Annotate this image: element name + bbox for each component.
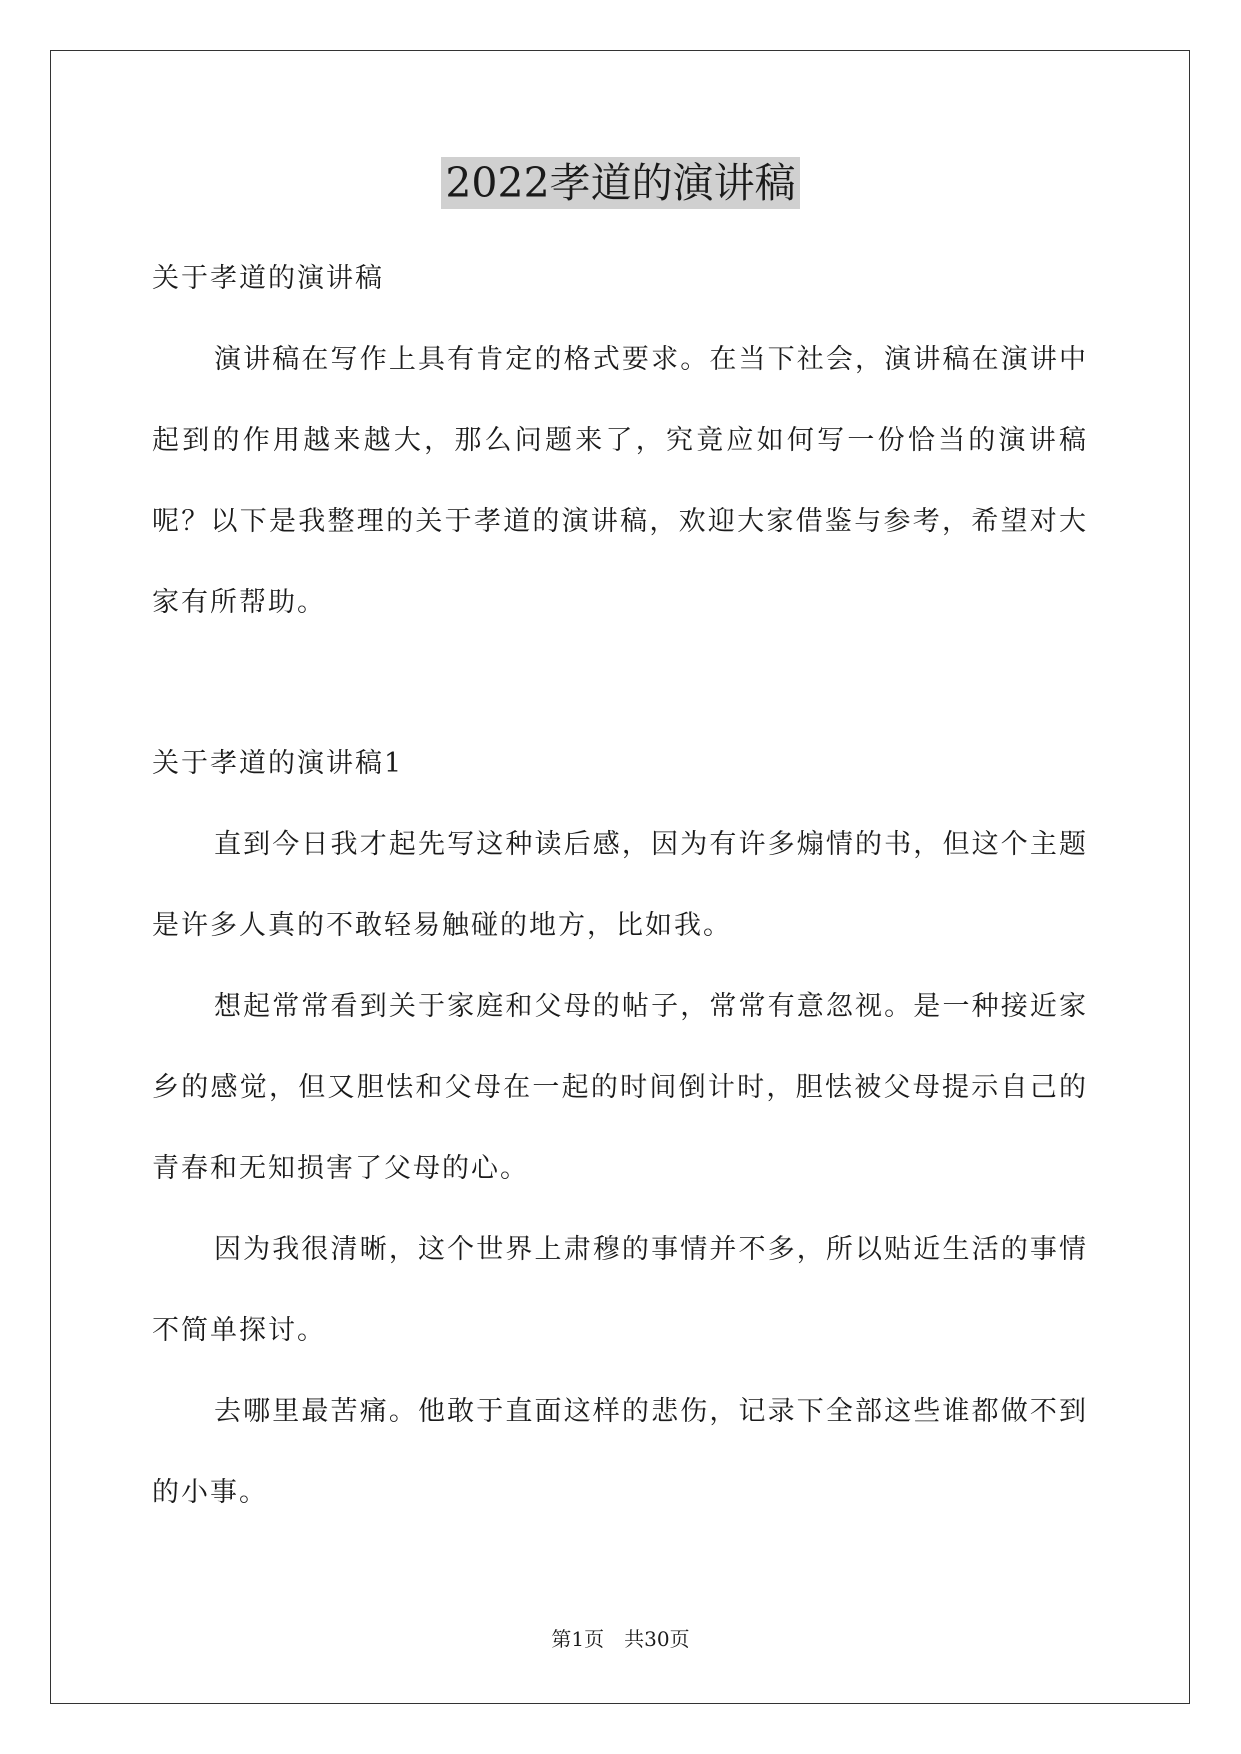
body-paragraph-4: 去哪里最苦痛。他敢于直面这样的悲伤，记录下全部这些谁都做不到的小事。 [152, 1396, 1088, 1508]
page-footer [0, 1626, 1241, 1652]
body-paragraph-3: 因为我很清晰，这个世界上肃穆的事情并不多，所以贴近生活的事情不简单探讨。 [152, 1234, 1088, 1346]
intro-heading: 关于孝道的演讲稿 [152, 263, 384, 294]
page-total: 共30页 [624, 1627, 690, 1651]
document-body [152, 238, 1088, 1533]
body-paragraph-2: 想起常常看到关于家庭和父母的帖子，常常有意忽视。是一种接近家乡的感觉，但又胆怯和父母在一起的时间倒计时，胆怯被父母提示自己的青春和无知损害了父母的心。 [152, 991, 1088, 1184]
body-paragraph-1: 直到今日我才起先写这种读后感，因为有许多煽情的书，但这个主题是许多人真的不敢轻易触碰的地方，比如我。 [152, 829, 1088, 941]
document-title-text: 2022孝道的演讲稿 [441, 157, 799, 209]
document-title [0, 155, 1241, 211]
section-heading: 关于孝道的演讲稿1 [152, 748, 404, 779]
intro-paragraph: 演讲稿在写作上具有肯定的格式要求。在当下社会，演讲稿在演讲中起到的作用越来越大，那么问题来了，究竟应如何写一份恰当的演讲稿呢？以下是我整理的关于孝道的演讲稿，欢迎大家借鉴与参考，希望对大家有所帮助。 [152, 344, 1088, 618]
page-number: 第1页 [551, 1627, 605, 1651]
